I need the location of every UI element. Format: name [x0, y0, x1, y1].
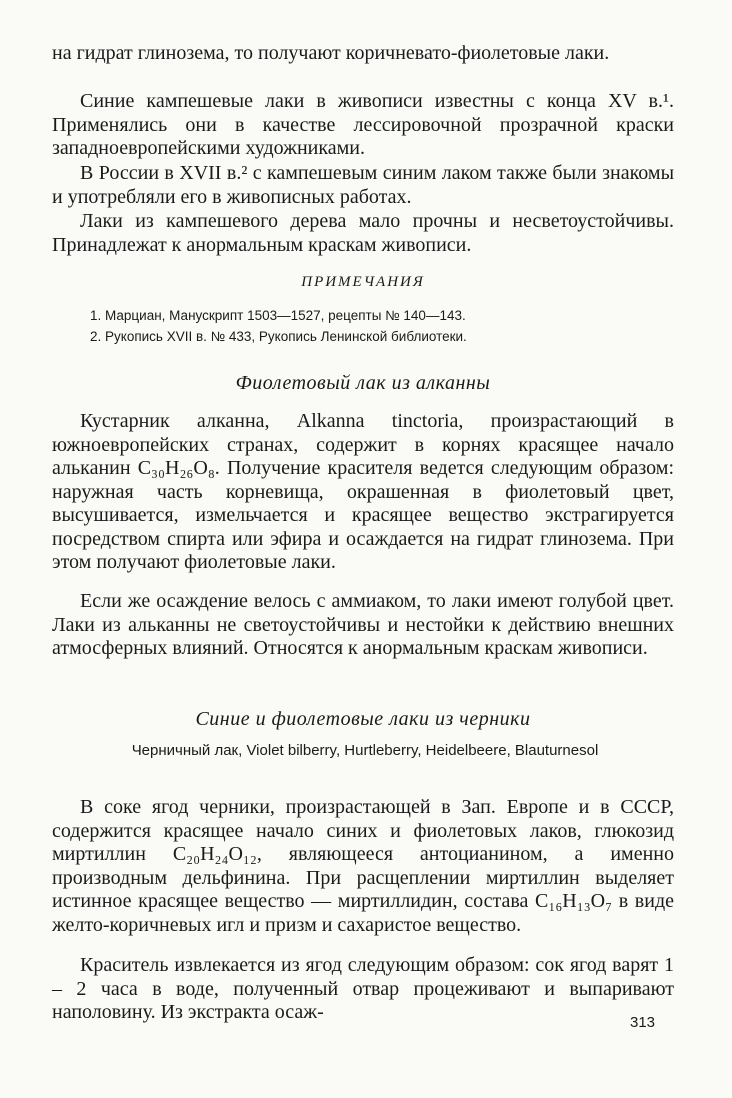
section-title-alkanna: Фиолетовый лак из алканны: [235, 372, 491, 394]
page-number: 313: [630, 1014, 656, 1031]
section-title-bilberry: Синие и фиолетовые лаки из черники: [195, 708, 531, 730]
paragraph-alkanna-2: Если же осаждение велось с аммиаком, то лаки имеют голубой цвет. Лаки из альканны не светоустойчивы и нестойки к действию внешних атмосферных влияний. Относятся к анормальным краскам живописи.: [52, 590, 674, 659]
section-subtitle-bilberry: Черничный лак, Violet bilberry, Hurtleberry, Heidelbeere, Blauturnesol: [131, 742, 599, 759]
note-item-1: 1. Марциан, Манускрипт 1503—1527, рецепты № 140—143.: [90, 308, 466, 323]
paragraph-stability: Лаки из кампешевого дерева мало прочны и несветоустойчивы. Принадлежат к анормальным краскам живописи.: [52, 210, 674, 256]
paragraph-continued: на гидрат глинозема, то получают коричневато-фиолетовые лаки.: [52, 42, 610, 64]
notes-title: ПРИМЕЧАНИЯ: [301, 274, 425, 290]
paragraph-alkanna-1: Кустарник алканна, Alkanna tinctoria, произрастающий в южноевропейских странах, содержит в корнях красящее начало альканин C₃₀H₂₆O₈. Получение красителя ведется следующим образом: наружная часть корневища, окрашенная в фиолетовый цвет, высушивается, измельчается и красящее вещество экстрагируется посредством спирта или эфира и осаждается на гидрат глинозема. При этом получают фиолетовые лаки.: [52, 410, 674, 573]
note-item-2: 2. Рукопись XVII в. № 433, Рукопись Ленинской библиотеки.: [90, 329, 467, 344]
paragraph-bilberry-2: Краситель извлекается из ягод следующим образом: сок ягод варят 1 – 2 часа в воде, полученный отвар процеживают и выпаривают наполовину. Из экстракта осаж-: [52, 954, 674, 1023]
paragraph-russia: В России в XVII в.² с кампешевым синим лаком также были знакомы и употребляли его в живописных работах.: [52, 162, 674, 208]
paragraph-bilberry-1: В соке ягод черники, произрастающей в Зап. Европе и в СССР, содержится красящее начало синих и фиолетовых лаков, глюкозид миртиллин C₂₀H₂₄O₁₂, являющееся антоцианином, а именно производным дельфинина. При расщеплении миртиллин выделяет истинное красящее вещество — миртиллидин, состава C₁₆H₁₃O₇ в виде желто-коричневых игл и призм и сахаристое вещество.: [52, 796, 674, 936]
paragraph-blue-lakes: Синие кампешевые лаки в живописи известны с конца XV в.¹. Применялись они в качестве лессировочной прозрачной краски западноевропейскими художниками.: [52, 90, 674, 159]
